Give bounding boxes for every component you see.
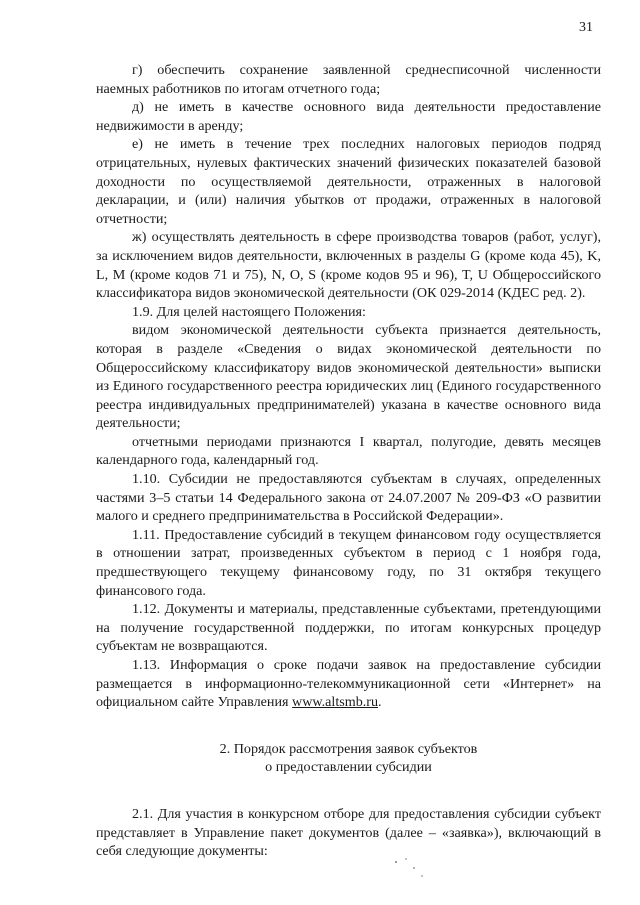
scan-specks — [392, 856, 432, 886]
section-heading-line2: о предоставлении субсидии — [265, 759, 432, 776]
section-heading — [96, 740, 601, 777]
paragraph-1-12: 1.12. Документы и материалы, представленные субъектами, претендующими на получение государственной поддержки, по итогам конкурсных процедур субъектам не возвращаются. — [96, 601, 601, 655]
paragraph-1-11: 1.11. Предоставление субсидий в текущем финансовом году осуществляется в отношении затрат, произведенных субъектом в период с 1 ноября года, предшествующего текущему финансовому году, по 31 октября текущего финансового года. — [96, 526, 601, 599]
paragraph-1-9: 1.9. Для целей настоящего Положения: — [132, 303, 366, 320]
paragraph-1-13 — [96, 656, 601, 712]
website-link[interactable]: www.altsmb.ru — [292, 694, 379, 711]
paragraph-reporting-periods: отчетными периодами признаются I квартал, полугодие, девять месяцев календарного года, календарный год. — [96, 433, 601, 469]
paragraph-1-13-tail: . — [378, 694, 382, 711]
document-body — [96, 61, 601, 861]
paragraph-g: г) обеспечить сохранение заявленной среднесписочной численности наемных работников по итогам отчетного года; — [96, 62, 601, 97]
section-heading-line1: 2. Порядок рассмотрения заявок субъектов — [219, 740, 478, 757]
paragraph-activity-definition: видом экономической деятельности субъекта признается деятельность, которая в разделе «Сведения о видах экономической деятельности по Общероссийскому классификатору видов экономической деятельности» выписки из Единого государственного реестра юридических лиц (Единого государственного реестра индивидуальных предпринимателей) указана в качестве основного вида деятельности; — [96, 322, 601, 432]
paragraph-d: д) не иметь в качестве основного вида деятельности предоставление недвижимости в аренду; — [96, 99, 601, 134]
page-number: 31 — [579, 20, 593, 35]
paragraph-2-1: 2.1. Для участия в конкурсном отборе для предоставления субсидии субъект представляет в Управление пакет документов (далее – «заявка»), включающий в себя следующие документы: — [96, 805, 601, 860]
paragraph-e: е) не иметь в течение трех последних налоговых периодов подряд отрицательных, нулевых фактических значений физических показателей базовой доходности по осуществляемой деятельности, отраженных в налоговой декларации, и (или) наличия убытков от продажи, отраженных в налоговой отчетности; — [96, 136, 601, 227]
paragraph-zh: ж) осуществлять деятельность в сфере производства товаров (работ, услуг), за исключением видов деятельности, включенных в разделы G (кроме кода 45), K, L, M (кроме кодов 71 и 75), N, O, S (кроме кодов 95 и 96), T, U Общероссийского классификатора видов экономической деятельности (ОК 029-2014 (КДЕС ред. 2). — [96, 229, 601, 302]
paragraph-1-10: 1.10. Субсидии не предоставляются субъектам в случаях, определенных частями 3–5 статьи 14 Федерального закона от 24.07.2007 № 209-ФЗ «О развитии малого и среднего предпринимательства в Российской Федерации». — [96, 471, 601, 525]
paragraph-1-13-text: 1.13. Информация о сроке подачи заявок на предоставление субсидии размещается в информационно-телекоммуникационной сети «Интернет» на официальном сайте Управления — [96, 657, 601, 711]
